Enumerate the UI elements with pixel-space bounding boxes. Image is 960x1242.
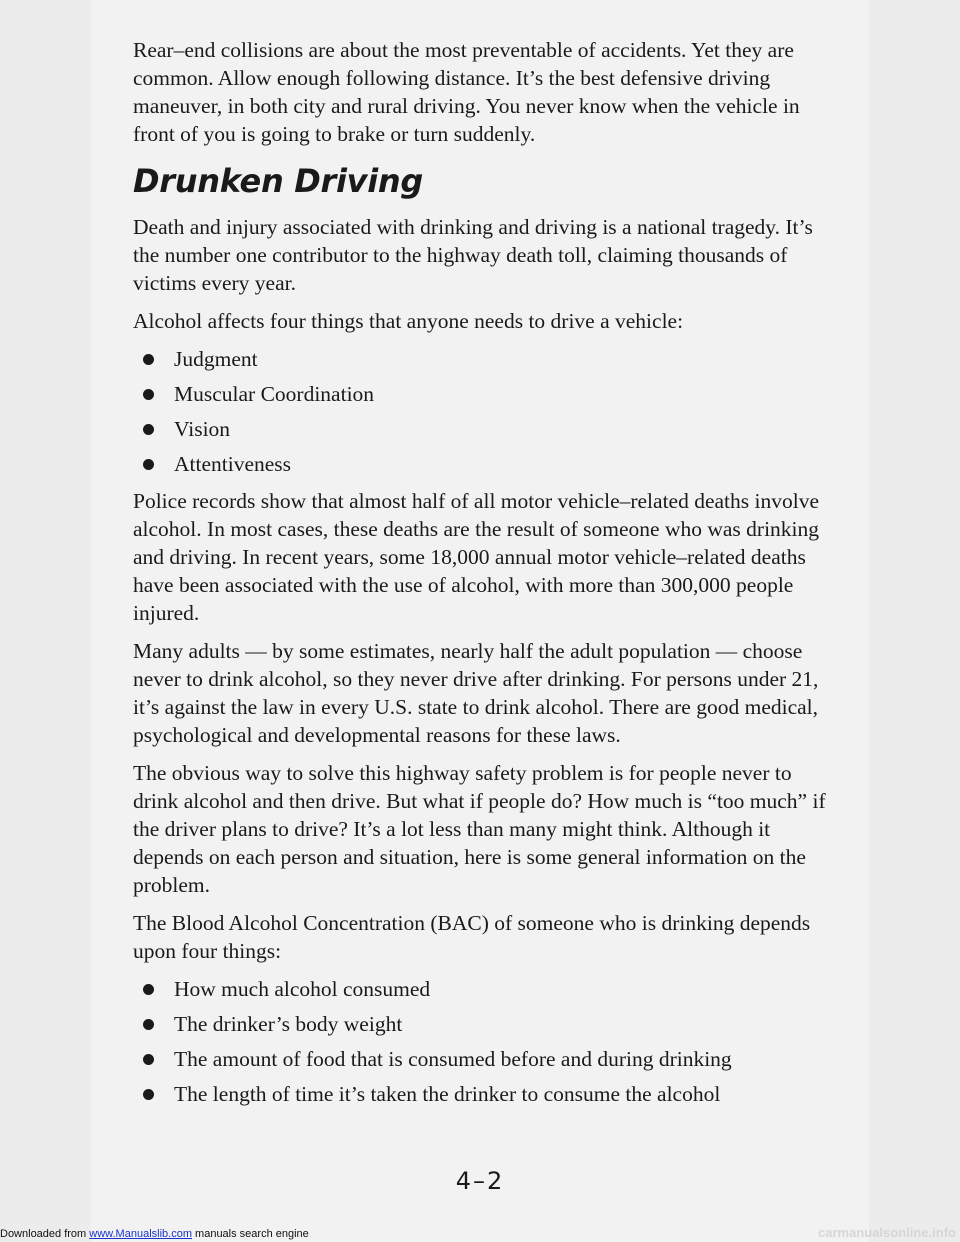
footer-suffix: manuals search engine	[191, 1228, 309, 1240]
bullet-icon	[143, 1054, 154, 1065]
list-item-text: Muscular Coordination	[174, 382, 375, 406]
death-paragraph: Death and injury associated with drinking and driving is a national tragedy. It’s the number one contributor to the highway death toll, claiming thousands of victims every year.	[133, 215, 813, 295]
section-heading: Drunken Driving	[133, 162, 424, 200]
alcohol-affects-paragraph: Alcohol affects four things that anyone needs to drive a vehicle:	[133, 309, 684, 333]
download-footer	[0, 1228, 309, 1240]
list-item-text: The amount of food that is consumed before and during drinking	[174, 1047, 732, 1071]
list-item	[133, 380, 833, 408]
police-paragraph: Police records show that almost half of all motor vehicle–related deaths involve alcohol. In most cases, these deaths are the result of someone who was drinking and driving. In recent years, some 18,000 annual motor vehicle–related deaths have been associated with the use of alcohol, with more than 300,000 people injured.	[133, 489, 820, 625]
bullet-icon	[143, 1089, 154, 1100]
list-item	[133, 345, 833, 373]
list-item-text: The drinker’s body weight	[174, 1012, 403, 1036]
obvious-paragraph: The obvious way to solve this highway safety problem is for people never to drink alcohol and then drive. But what if people do? How much is “too much” if the driver plans to drive? It’s a lot less than many might think. Although it depends on each person and situation, here is some general information on the problem.	[133, 761, 826, 897]
bullet-icon	[143, 424, 154, 435]
bullet-icon	[143, 1019, 154, 1030]
affects-list	[133, 345, 833, 478]
list-item	[133, 450, 833, 478]
page-content	[133, 36, 833, 1117]
bullet-icon	[143, 389, 154, 400]
list-item-text: Vision	[174, 417, 231, 441]
list-item-text: How much alcohol consumed	[174, 977, 431, 1001]
bullet-icon	[143, 354, 154, 365]
many-adults-paragraph: Many adults — by some estimates, nearly half the adult population — choose never to drink alcohol, so they never drive after drinking. For persons under 21, it’s against the law in every U.S. state to drink alcohol. There are good medical, psychological and developmental reasons for these laws.	[133, 639, 819, 747]
list-item	[133, 1010, 833, 1038]
list-item	[133, 415, 833, 443]
list-item	[133, 1080, 833, 1108]
manualslib-link[interactable]: www.Manualslib.com	[89, 1228, 192, 1240]
list-item	[133, 1045, 833, 1073]
bac-list	[133, 975, 833, 1108]
list-item	[133, 975, 833, 1003]
watermark: carmanualsonline.info	[818, 1225, 956, 1240]
list-item-text: Attentiveness	[174, 452, 292, 476]
page-number: 4–2	[455, 1167, 505, 1195]
list-item-text: The length of time it’s taken the drinker to consume the alcohol	[174, 1082, 721, 1106]
list-item-text: Judgment	[174, 347, 258, 371]
footer-prefix: Downloaded from	[0, 1228, 90, 1240]
bac-paragraph: The Blood Alcohol Concentration (BAC) of someone who is drinking depends upon four things:	[133, 911, 811, 963]
bullet-icon	[143, 984, 154, 995]
bullet-icon	[143, 459, 154, 470]
intro-paragraph: Rear–end collisions are about the most preventable of accidents. Yet they are common. Allow enough following distance. It’s the best defensive driving maneuver, in both city and rural driving. You never know when the vehicle in front of you is going to brake or turn suddenly.	[133, 38, 800, 146]
